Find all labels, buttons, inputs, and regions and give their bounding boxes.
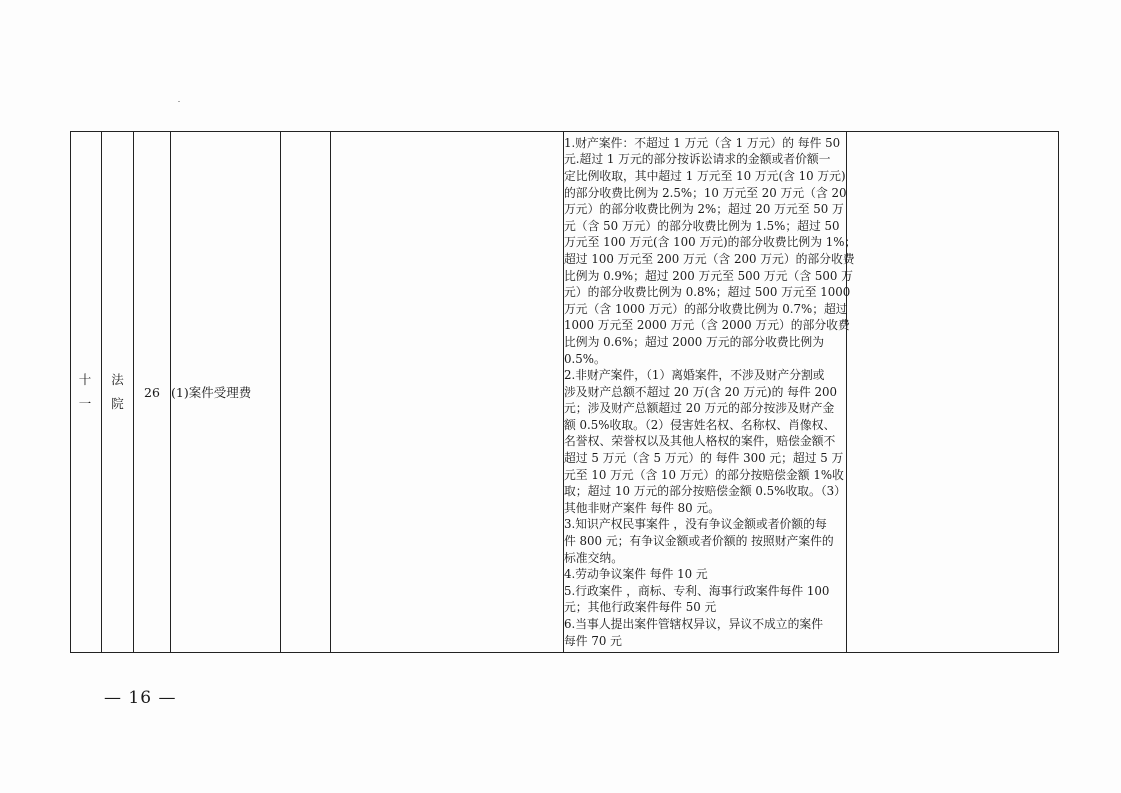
department-char: 院 — [111, 396, 124, 411]
description-line: 3.知识产权民事案件 ，没有争议金额或者价额的每 — [564, 517, 827, 532]
description-line: 比例为 0.9%；超过 200 万元至 500 万元（含 500 万 — [564, 268, 853, 283]
description-line: 名誉权、荣誉权以及其他人格权的案件，赔偿金额不 — [564, 434, 836, 449]
description-line: 1.财产案件：不超过 1 万元（含 1 万元）的 每件 50 — [564, 135, 841, 150]
description-line: 超过 100 万元至 200 万元（含 200 万元）的部分收费 — [564, 251, 855, 266]
description-line: 比例为 0.6%；超过 2000 万元的部分收费比例为 — [564, 334, 824, 349]
description-line: 4.劳动争议案件 每件 10 元 — [564, 567, 708, 582]
item-number-cell: 26 — [134, 132, 171, 653]
department-cell — [102, 132, 134, 653]
description-line: 每件 70 元 — [564, 633, 622, 648]
department-char: 法 — [111, 372, 124, 387]
description-line: 2.非财产案件，（1）离婚案件，不涉及财产分割或 — [564, 368, 825, 383]
description-line: 超过 5 万元（含 5 万元）的 每件 300 元；超过 5 万 — [564, 451, 844, 466]
empty-cell — [847, 132, 1059, 653]
description-line: 取；超过 10 万元的部分按赔偿金额 0.5%收取。（3） — [564, 484, 846, 499]
description-line: 万元（含 1000 万元）的部分收费比例为 0.7%；超过 — [564, 301, 848, 316]
description-line: 万元）的部分收费比例为 2%；超过 20 万元至 50 万 — [564, 202, 844, 217]
description-line: 元；其他行政案件每件 50 元 — [564, 600, 717, 615]
description-line: 元）的部分收费比例为 0.8%；超过 500 万元至 1000 — [564, 285, 851, 300]
description-line: 6.当事人提出案件管辖权异议，异议不成立的案件 — [564, 617, 823, 632]
sequence-cell — [71, 132, 102, 653]
table-row — [71, 132, 1059, 653]
description-line: 元.超过 1 万元的部分按诉讼请求的金额或者价额一 — [564, 152, 831, 167]
item-name-cell: (1)案件受理费 — [171, 132, 281, 653]
description-line: 元至 10 万元（含 10 万元）的部分按赔偿金额 1%收 — [564, 467, 844, 482]
description-line: 万元至 100 万元(含 100 万元)的部分收费比例为 1%； — [564, 235, 857, 250]
description-line: 的部分收费比例为 2.5%；10 万元至 20 万元（含 20 — [564, 185, 847, 200]
scan-speck — [178, 101, 180, 102]
description-line: 涉及财产总额不超过 20 万(含 20 万元)的 每件 200 — [564, 384, 837, 399]
description-line: 额 0.5%收取。（2）侵害姓名权、名称权、肖像权、 — [564, 417, 836, 432]
sequence-char: 十 — [78, 372, 94, 387]
empty-cell — [281, 132, 331, 653]
empty-cell — [331, 132, 564, 653]
description-line: 定比例收取，其中超过 1 万元至 10 万元(含 10 万元) — [564, 168, 846, 183]
page-number: — 16 — — [104, 688, 177, 708]
description-line: 0.5%。 — [564, 351, 606, 366]
description-line: 标准交纳。 — [564, 550, 623, 565]
description-line: 件 800 元；有争议金额或者价额的 按照财产案件的 — [564, 534, 834, 549]
description-line: 其他非财产案件 每件 80 元。 — [564, 500, 721, 515]
description-line: 元；涉及财产总额超过 20 万元的部分按涉及财产金 — [564, 401, 835, 416]
fee-table — [70, 131, 1059, 653]
description-line: 元（含 50 万元）的部分收费比例为 1.5%；超过 50 — [564, 218, 840, 233]
description-line: 1000 万元至 2000 万元（含 2000 万元）的部分收费 — [564, 318, 850, 333]
fee-description-cell — [564, 132, 857, 653]
sequence-char: 一 — [78, 396, 94, 411]
description-line: 5.行政案件 ，商标、专利、海事行政案件每件 100 — [564, 583, 830, 598]
